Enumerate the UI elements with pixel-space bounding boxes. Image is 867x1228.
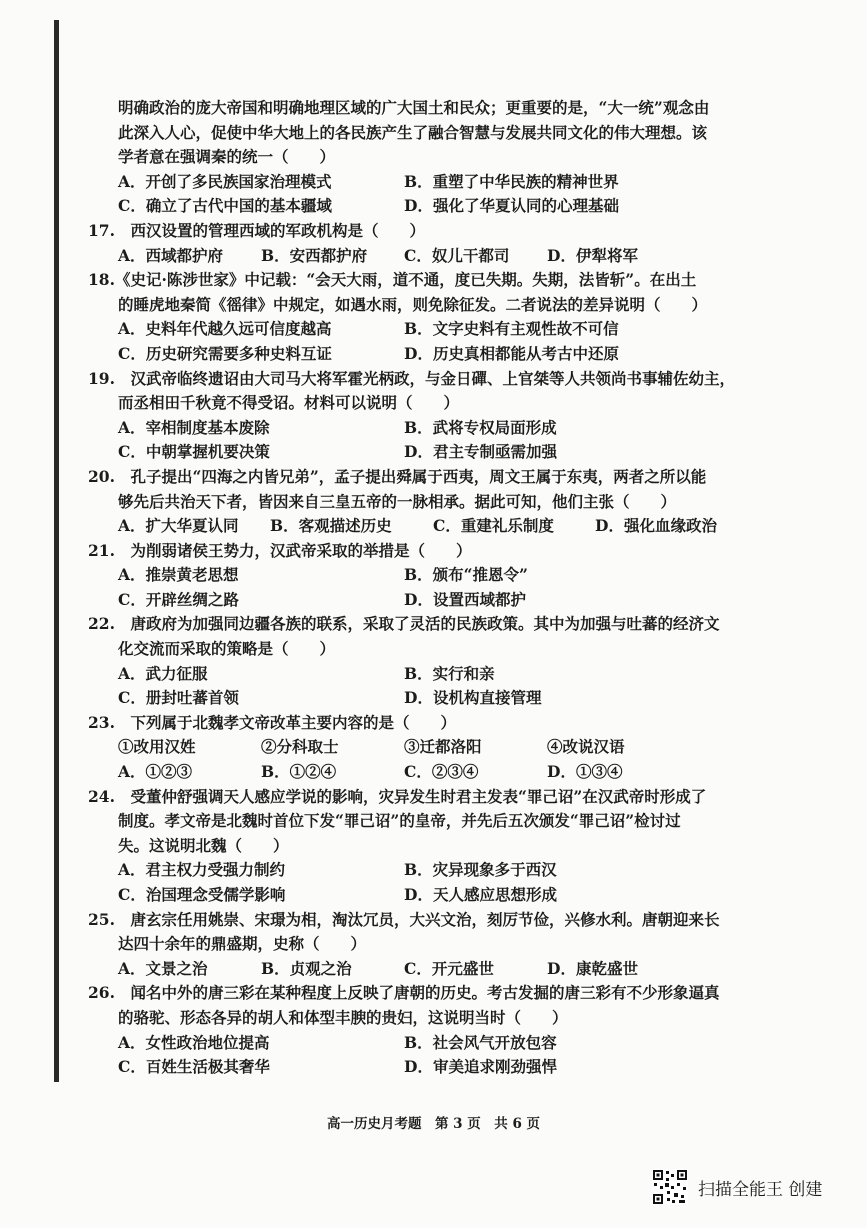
- question-17-stem: 17. 西汉设置的管理西域的军政机构是（ ）: [88, 220, 425, 240]
- option-b: B．武将专权局面形成: [404, 417, 557, 437]
- option-a: A．扩大华夏认同: [118, 516, 239, 536]
- option-b: B．文字史料有主观性故不可信: [404, 319, 619, 339]
- option-row: [118, 416, 818, 441]
- option-d: D．设机构直接管理: [404, 688, 542, 708]
- option-a: A．君主权力受强力制约: [118, 860, 286, 880]
- option-row: [118, 194, 818, 219]
- question-20-stem: 20. 孔子提出“四海之内皆兄弟”，孟子提出舜属于西夷，周文王属于东夷，两者之所以能: [88, 466, 707, 486]
- option-c: C．确立了古代中国的基本疆域: [118, 196, 332, 216]
- option-b: B．安西都护府: [261, 245, 368, 265]
- option-b: B．灾异现象多于西汉: [404, 860, 557, 880]
- text-line: 而丞相田千秋竟不得受诏。材料可以说明（ ）: [118, 393, 460, 413]
- text-line: 达四十余年的鼎盛期，史称（ ）: [118, 934, 367, 954]
- option-row: [118, 957, 818, 982]
- page-footer: 高一历史月考题 第 3 页 共 6 页: [326, 1116, 541, 1132]
- option-row: [118, 244, 818, 269]
- option-d: D．君主专制亟需加强: [404, 442, 557, 462]
- option-row: [118, 514, 818, 539]
- text-line: 制度。孝文帝是北魏时首位下发“罪己诏”的皇帝，并先后五次颁发“罪己诏”检讨过: [118, 811, 681, 831]
- option-row: [118, 170, 818, 195]
- option-row: [118, 760, 818, 785]
- option-c: C．中朝掌握机要决策: [118, 442, 270, 462]
- question-21-stem: 21. 为削弱诸侯王势力，汉武帝采取的举措是（ ）: [88, 540, 472, 560]
- statement-3: ③迁都洛阳: [404, 737, 482, 757]
- text-line: 的睡虎地秦简《徭律》中规定，如遇水雨，则免除征发。二者说法的差异说明（ ）: [118, 294, 708, 314]
- option-row: [118, 588, 818, 613]
- option-b: B．贞观之治: [261, 958, 352, 978]
- binding-line: [54, 20, 59, 1082]
- question-23-stem: 23. 下列属于北魏孝文帝改革主要内容的是（ ）: [88, 712, 456, 732]
- option-b: B．重塑了中华民族的精神世界: [404, 171, 619, 191]
- option-row: [118, 1031, 818, 1056]
- option-row: [118, 858, 818, 883]
- statement-2: ②分科取士: [261, 737, 339, 757]
- option-a: A．宰相制度基本废除: [118, 417, 270, 437]
- option-row: [118, 563, 818, 588]
- option-a: A．西域都护府: [118, 245, 224, 265]
- text-line: 学者意在强调秦的统一（ ）: [118, 147, 336, 167]
- question-18-stem: 18.《史记·陈涉世家》中记载：“会天大雨，道不通，度已失期。失期，法皆斩”。在出土: [88, 270, 697, 290]
- option-c: C．百姓生活极其奢华: [118, 1057, 270, 1077]
- option-c: C．重建礼乐制度: [433, 516, 554, 536]
- option-d: D．天人感应思想形成: [404, 885, 557, 904]
- option-row: [118, 662, 818, 687]
- option-a: A．文景之治: [118, 958, 208, 978]
- option-d: D．历史真相都能从考古中还原: [404, 343, 619, 363]
- option-row: [118, 440, 818, 465]
- statement-1: ①改用汉姓: [118, 737, 196, 757]
- option-row: [118, 1055, 818, 1080]
- question-19-stem: 19. 汉武帝临终遗诏由大司马大将军霍光柄政，与金日磾、上官桀等人共领尚书事辅佐幼主，: [88, 368, 735, 388]
- option-c: C．历史研究需要多种史料互证: [118, 343, 332, 363]
- question-26-stem: 26. 闻名中外的唐三彩在某种程度上反映了唐朝的历史。考古发掘的唐三彩有不少形象逼真: [88, 983, 720, 1003]
- option-b: B．客观描述历史: [270, 516, 392, 536]
- option-d: D．强化了华夏认同的心理基础: [404, 196, 619, 216]
- option-row: [118, 686, 818, 711]
- option-b: B．①②④: [261, 762, 337, 782]
- option-a: A．推崇黄老思想: [118, 565, 239, 585]
- question-24-stem: 24. 受董仲舒强调天人感应学说的影响，灾异发生时君主发表“罪己诏”在汉武帝时形成了: [88, 786, 707, 806]
- question-content: [88, 96, 818, 1080]
- watermark-text: 扫描全能王 创建: [698, 1179, 823, 1200]
- option-d: D．康乾盛世: [547, 958, 638, 978]
- qr-code-icon: [652, 1169, 688, 1205]
- option-a: A．开创了多民族国家治理模式: [118, 171, 332, 191]
- option-b: B．实行和亲: [404, 663, 495, 683]
- option-b: B．社会风气开放包容: [404, 1032, 557, 1052]
- option-c: C．治国理念受儒学影响: [118, 885, 286, 904]
- option-row: [118, 883, 818, 908]
- option-d: D．伊犁将军: [547, 245, 638, 265]
- option-d: D．①③④: [547, 762, 623, 782]
- option-c: C．册封吐蕃首领: [118, 688, 239, 708]
- text-line: 的骆驼、形态各异的胡人和体型丰腴的贵妇，这说明当时（ ）: [118, 1007, 568, 1027]
- question-25-stem: 25. 唐玄宗任用姚崇、宋璟为相，淘汰冗员，大兴文治，刻厉节俭，兴修水利。唐朝迎来长: [88, 909, 720, 929]
- option-d: D．设置西域都护: [404, 589, 526, 609]
- question-22-stem: 22. 唐政府为加强同边疆各族的联系，采取了灵活的民族政策。其中为加强与吐蕃的经济文: [88, 614, 720, 634]
- text-line: 化交流而采取的策略是（ ）: [118, 639, 336, 659]
- option-c: C．②③④: [404, 762, 479, 782]
- scanner-watermark: [652, 1169, 822, 1205]
- text-line: 失。这说明北魏（ ）: [118, 835, 289, 855]
- option-a: A．①②③: [118, 762, 193, 782]
- option-a: A．史料年代越久远可信度越高: [118, 319, 332, 339]
- option-d: D．审美追求刚劲强悍: [404, 1057, 557, 1077]
- option-a: A．女性政治地位提高: [118, 1032, 270, 1052]
- statement-row: [118, 735, 818, 760]
- option-b: B．颁布“推恩令”: [404, 565, 528, 585]
- option-row: [118, 317, 818, 342]
- text-line: 明确政治的庞大帝国和明确地理区域的广大国土和民众；更重要的是，“大一统”观念由: [118, 98, 710, 117]
- option-c: C．开元盛世: [404, 958, 494, 978]
- option-c: C．奴儿干都司: [404, 245, 510, 265]
- text-line: 此深入人心，促使中华大地上的各民族产生了融合智慧与发展共同文化的伟大理想。该: [118, 122, 708, 142]
- option-c: C．开辟丝绸之路: [118, 589, 239, 609]
- statement-4: ④改说汉语: [547, 737, 625, 757]
- option-a: A．武力征服: [118, 663, 208, 683]
- text-line: 够先后共治天下者，皆因来自三皇五帝的一脉相承。据此可知，他们主张（ ）: [118, 491, 677, 511]
- option-d: D．强化血缘政治: [595, 516, 717, 536]
- option-row: [118, 342, 818, 367]
